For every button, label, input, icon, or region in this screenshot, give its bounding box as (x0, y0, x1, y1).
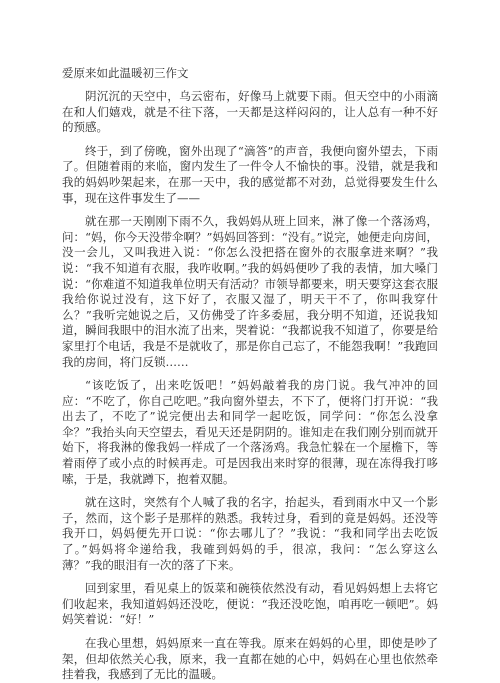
paragraph-6: 回到家里，看见桌上的饭菜和碗筷依然没有动，看见妈妈想上去将它们收起来，我知道妈妈还没吃，便说：“我还没吃饱，咱再吃一顿吧”。妈妈笑着说：“好！” (62, 581, 438, 627)
paragraph-2: 终于，到了傍晚，窗外出现了“滴答”的声音，我便向窗外望去，下雨了。但随着雨的来临，窗内发生了一件令人不愉快的事。没错，就是我和我的妈妈吵架起来，在那一天中，我的感觉都不对劲，总觉得要发生什么事，现在这件事发生了—— (62, 143, 438, 205)
document-title: 爱原来如此温暖初三作文 (62, 66, 189, 80)
paragraph-3: 就在那一天刚刚下雨不久，我妈妈从班上回来，淋了像一个落汤鸡，问：“妈，你今天没带伞啊？”妈妈回答到：“没有。”说完，她便走向房间，没一会儿，又叫我进入说：“你怎么没把搭在窗外的衣服拿进来啊？”我说：“我不知道有衣服，我咋收啊。”我的妈妈便吵了我的表情，加大嗓门说：“你难道不知道我单位明天有活动？市领导都要来，明天要穿这套衣服我给你说过没有，这下好了，衣服又湿了，明天干不了，你叫我穿什么？”我听完她说之后，又仿佛受了许多委屈，我分明不知道，还说我知道，瞬间我眼中的泪水流了出来，哭着说：“我都说我不知道了，你要是给家里打个电话，我是不是就收了，那是你自己忘了，不能怨我啊！”我跑回我的房间，将门反锁…… (62, 214, 438, 369)
paragraph-5: 就在这时，突然有个人喊了我的名字，抬起头，看到雨水中又一个影子，然而，这个影子是那样的熟悉。我转过身，看到的竟是妈妈。还没等我开口，妈妈便先开口说：“你去哪儿了？”我说：“我和同学出去吃饭了。”妈妈将伞递给我，我確到妈妈的手，很凉，我问：“怎么穿这么薄？”我的眼泪有一次的落了下来。 (62, 495, 438, 572)
paragraph-4: “该吃饭了，出来吃饭吧！”妈妈敲着我的房门说。我气冲冲的回应：“不吃了，你自己吃吧。”我向窗外望去，不下了，便将门打开说：“我出去了，不吃了”说完便出去和同学一起吃饭，同学问：“你怎么没拿伞？”我抬头向天空望去，看见天还是阴阴的。谁知走在我们刚分别而就开始下，将我淋的像我妈一样成了一个落汤鸡。我急忙躲在一个屋檐下，等着雨停了或小点的时候再走。可是因我出来时穿的很薄，现在冻得我打哆嗦，于是，我就蹲下，抱着双腿。 (62, 378, 438, 486)
paragraph-1: 阴沉沉的天空中，乌云密布，好像马上就要下雨。但天空中的小雨滴在和人们嬉戏，就是不往下落，一天都是这样闷闷的，让人总有一种不好的预感。 (62, 89, 438, 135)
paragraph-7: 在我心里想，妈妈原来一直在等我。原来在妈妈的心里，即使是吵了架，但却依然关心我，原来，我一直都在她的心中，妈妈在心里也依然牵挂着我，我感到了无比的温暖。 (62, 636, 438, 682)
